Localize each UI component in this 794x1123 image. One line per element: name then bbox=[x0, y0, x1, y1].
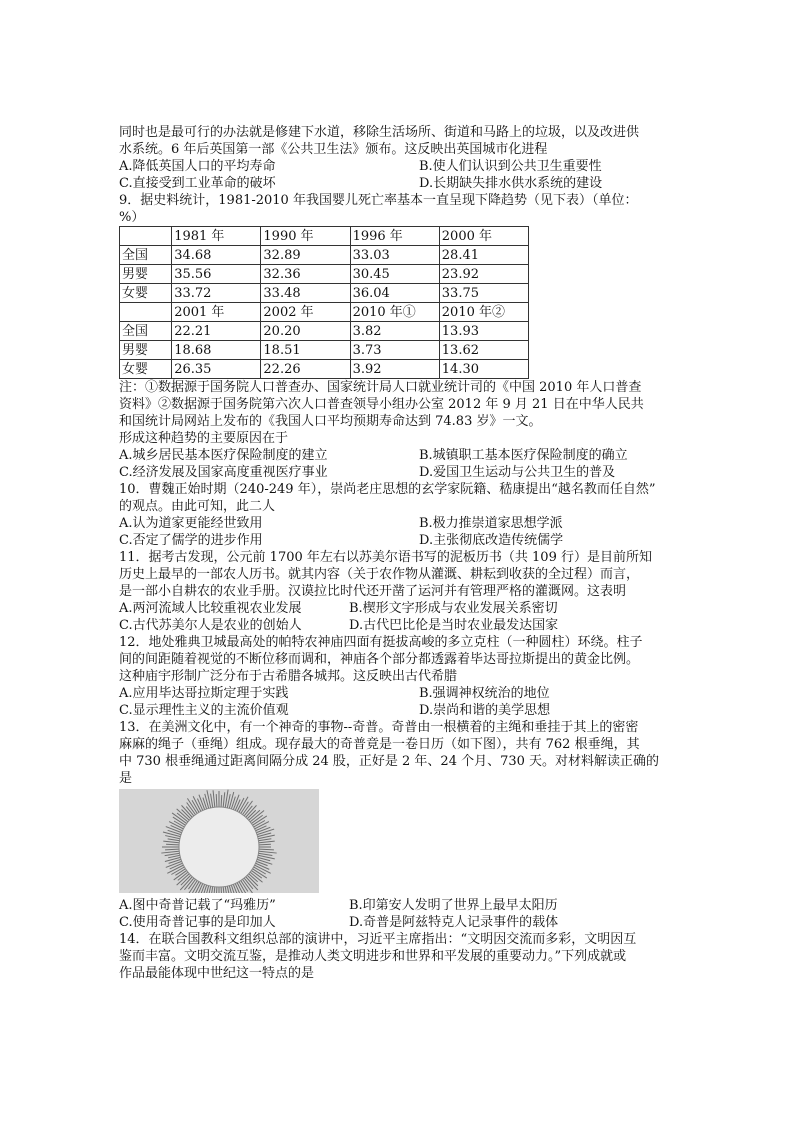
table-cell: 32.36 bbox=[261, 265, 350, 284]
table-cell bbox=[120, 227, 172, 246]
q10-options bbox=[119, 515, 679, 549]
q14-stem: 鉴而丰富。文明交流互鉴，是推动人类文明进步和世界和平发展的重要动力。”下列成就或 bbox=[119, 949, 627, 964]
table-row bbox=[120, 265, 529, 284]
table-cell: 30.45 bbox=[350, 265, 439, 284]
table-cell: 全国 bbox=[120, 246, 172, 265]
q14-stem: 作品最能体现中世纪这一特点的是 bbox=[119, 966, 315, 981]
table-cell: 18.51 bbox=[261, 341, 350, 360]
option: B.城镇职工基本医疗保险制度的确立 bbox=[419, 448, 628, 463]
option: C.使用奇普记事的是印加人 bbox=[119, 915, 276, 930]
option: D.奇普是阿兹特克人记录事件的载体 bbox=[349, 915, 559, 930]
q9-note: 和国统计局网站上发布的《我国人口平均预期寿命达到 74.83 岁》一文。 bbox=[119, 414, 542, 429]
option: A.降低英国人口的平均寿命 bbox=[119, 159, 276, 174]
quipu-image bbox=[119, 789, 319, 893]
table-cell: 33.03 bbox=[350, 246, 439, 265]
table-cell: 26.35 bbox=[172, 360, 261, 379]
q11-options bbox=[119, 600, 679, 634]
content bbox=[119, 124, 679, 982]
option: D.主张彻底改造传统儒学 bbox=[419, 533, 564, 548]
q9-note: 资料》②数据源于国务院第六次人口普查领导小组办公室 2012 年 9 月 21 日在中华人民共 bbox=[119, 397, 644, 412]
table-cell: 女婴 bbox=[120, 360, 172, 379]
q11-stem: 历史上最早的一部农人历书。就其内容（关于农作物从灌溉、耕耘到收获的全过程）而言， bbox=[119, 567, 640, 582]
quipu-photo bbox=[119, 789, 319, 893]
option: C.古代苏美尔人是农业的创始人 bbox=[119, 618, 302, 633]
q9-question: 形成这种趋势的主要原因在于 bbox=[119, 431, 289, 446]
option: D.崇尚和谐的美学思想 bbox=[419, 703, 551, 718]
option: D.长期缺失排水供水系统的建设 bbox=[419, 176, 603, 191]
option: B.强调神权统治的地位 bbox=[419, 686, 550, 701]
table-cell: 14.30 bbox=[439, 360, 528, 379]
table-cell: 32.89 bbox=[261, 246, 350, 265]
table-cell: 2002 年 bbox=[261, 303, 350, 322]
table-row bbox=[120, 341, 529, 360]
table-cell: 男婴 bbox=[120, 341, 172, 360]
table-cell: 23.92 bbox=[439, 265, 528, 284]
q11-stem: 11．据考古发现，公元前 1700 年左右以苏美尔语书写的泥板历书（共 109 行）是目前所知 bbox=[119, 550, 652, 565]
table-cell: 28.41 bbox=[439, 246, 528, 265]
table-cell bbox=[120, 303, 172, 322]
q12-stem: 间的间距随着视觉的不断位移而调和，神庙各个部分都透露着毕达哥拉斯提出的黄金比例。 bbox=[119, 652, 640, 667]
option: A.两河流域人比较重视农业发展 bbox=[119, 601, 302, 616]
table-row bbox=[120, 360, 529, 379]
q12-stem: 这种庙宇形制广泛分布于古希腊各城邦。这反映出古代希腊 bbox=[119, 669, 458, 684]
option: C.否定了儒学的进步作用 bbox=[119, 533, 263, 548]
q12-options bbox=[119, 685, 679, 719]
option: D.爱国卫生运动与公共卫生的普及 bbox=[419, 465, 616, 480]
table-row bbox=[120, 227, 529, 246]
table-cell: 18.68 bbox=[172, 341, 261, 360]
table-row bbox=[120, 303, 529, 322]
table-cell: 男婴 bbox=[120, 265, 172, 284]
table-cell: 1981 年 bbox=[172, 227, 261, 246]
option: B.楔形文字形成与农业发展关系密切 bbox=[349, 601, 558, 616]
q9-stem: 9．据史料统计，1981-2010 年我国婴儿死亡率基本一直呈现下降趋势（见下表）（单位： bbox=[119, 193, 638, 208]
option: A.应用毕达哥拉斯定理于实践 bbox=[119, 686, 289, 701]
q14-stem: 14．在联合国教科文组织总部的演讲中，习近平主席指出：“文明因交流而多彩，文明因互 bbox=[119, 932, 637, 947]
table-cell: 2001 年 bbox=[172, 303, 261, 322]
intro-line: 同时也是最可行的办法就是修建下水道，移除生活场所、街道和马路上的垃圾，以及改进供 bbox=[119, 125, 640, 140]
option: A.认为道家更能经世致用 bbox=[119, 516, 263, 531]
q13-stem: 13．在美洲文化中，有一个神奇的事物--奇普。奇普由一根横着的主绳和垂挂于其上的密密 bbox=[119, 720, 639, 735]
option: C.经济发展及国家高度重视医疗事业 bbox=[119, 465, 328, 480]
option: C.直接受到工业革命的破坏 bbox=[119, 176, 276, 191]
table-cell: 2010 年① bbox=[350, 303, 439, 322]
q9-note: 注：①数据源于国务院人口普查办、国家统计局人口就业统计司的《中国 2010 年人口普查 bbox=[119, 380, 642, 395]
intro-line: 水系统。6 年后英国第一部《公共卫生法》颁布。这反映出英国城市化进程 bbox=[119, 142, 548, 157]
table-row bbox=[120, 246, 529, 265]
table-cell: 22.26 bbox=[261, 360, 350, 379]
table-cell: 全国 bbox=[120, 322, 172, 341]
intro-options bbox=[119, 158, 679, 192]
table-cell: 女婴 bbox=[120, 284, 172, 303]
table-cell: 3.82 bbox=[350, 322, 439, 341]
q13-stem: 麻麻的绳子（垂绳）组成。现存最大的奇普竟是一卷日历（如下图），共有 762 根垂绳，其 bbox=[119, 737, 640, 752]
q10-stem: 10．曹魏正始时期（240-249 年），崇尚老庄思想的玄学家阮籍、嵇康提出“越名教而任自然” bbox=[119, 482, 656, 497]
table-cell: 36.04 bbox=[350, 284, 439, 303]
table-cell: 20.20 bbox=[261, 322, 350, 341]
mortality-table bbox=[119, 226, 529, 379]
q10-stem: 的观点。由此可知，此二人 bbox=[119, 499, 276, 514]
table-cell: 1996 年 bbox=[350, 227, 439, 246]
q11-stem: 是一部小自耕农的农业手册。汉谟拉比时代还开凿了运河并有管理严格的灌溉网。这表明 bbox=[119, 584, 627, 599]
table-cell: 13.62 bbox=[439, 341, 528, 360]
table-row bbox=[120, 284, 529, 303]
q13-stem: 是 bbox=[119, 771, 133, 786]
q12-stem: 12．地处雅典卫城最高处的帕特农神庙四面有挺拔高峻的多立克柱（一种圆柱）环绕。柱子 bbox=[119, 635, 643, 650]
table-cell: 33.75 bbox=[439, 284, 528, 303]
table-cell: 13.93 bbox=[439, 322, 528, 341]
option: B.印第安人发明了世界上最早太阳历 bbox=[349, 898, 558, 913]
table-cell: 1990 年 bbox=[261, 227, 350, 246]
q13-options bbox=[119, 897, 679, 931]
table-row bbox=[120, 322, 529, 341]
option: A.城乡居民基本医疗保险制度的建立 bbox=[119, 448, 328, 463]
option: B.极力推崇道家思想学派 bbox=[419, 516, 563, 531]
table-cell: 35.56 bbox=[172, 265, 261, 284]
q9-options bbox=[119, 447, 679, 481]
option: D.古代巴比伦是当时农业最发达国家 bbox=[349, 618, 559, 633]
table-cell: 33.48 bbox=[261, 284, 350, 303]
q13-stem: 中 730 根垂绳通过距离间隔分成 24 股，正好是 2 年、24 个月、730 天。对材料解读正确的 bbox=[119, 754, 660, 769]
table-cell: 34.68 bbox=[172, 246, 261, 265]
table-cell: 33.72 bbox=[172, 284, 261, 303]
option: B.使人们认识到公共卫生重要性 bbox=[419, 159, 602, 174]
table-cell: 22.21 bbox=[172, 322, 261, 341]
table-cell: 3.73 bbox=[350, 341, 439, 360]
table-cell: 2010 年② bbox=[439, 303, 528, 322]
table-cell: 3.92 bbox=[350, 360, 439, 379]
table-cell: 2000 年 bbox=[439, 227, 528, 246]
option: C.显示理性主义的主流价值观 bbox=[119, 703, 289, 718]
q9-stem: %） bbox=[119, 210, 145, 225]
option: A.图中奇普记载了“玛雅历” bbox=[119, 898, 276, 913]
